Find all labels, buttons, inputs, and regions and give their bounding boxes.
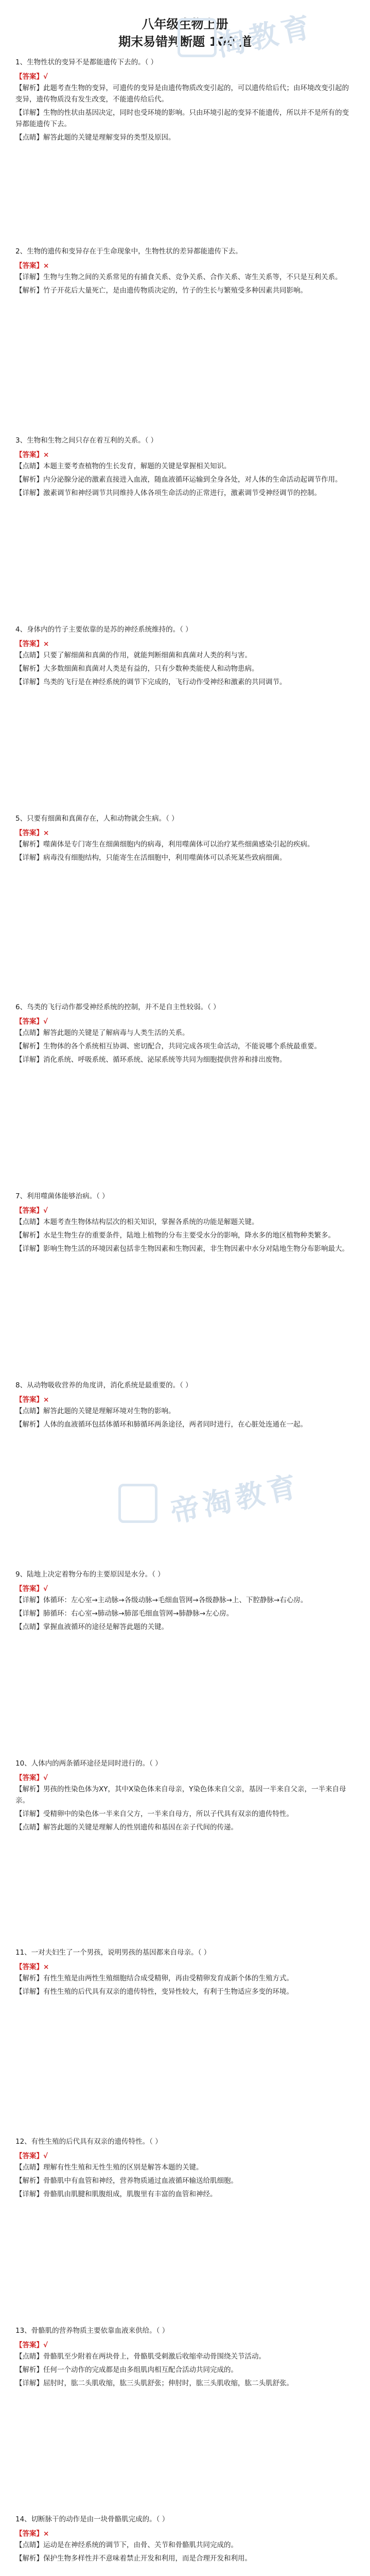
answer-value: √ [43,73,48,81]
answer-value: × [43,1396,49,1404]
answer-value: × [43,262,49,270]
question-item [15,813,355,866]
answer-value: √ [43,2152,48,2160]
answer-label: 【答案】 [15,262,43,270]
answer-label: 【答案】 [15,1774,43,1782]
analysis-text: 【点睛】掌握血液循环的途径是解答此题的关键。 [15,1623,168,1631]
analysis-text: 【点睛】理解有性生殖和无性生殖的区别是解答本题的关键。 [15,2163,203,2172]
answer-line [15,1016,355,1027]
question-text: 2、生物的遗传和变异存在于生命现象中，生物性状的差异都能遗传下去。 [15,247,242,256]
question-text: 11、一对夫妇生了一个男孩，说明男孩的基因都来自母亲。（ ） [15,1948,211,1957]
question-item [15,246,355,298]
analysis-text: 【解析】人体的血液循环包括体循环和肺循环两条途径，两者同时进行，在心脏处连通在一起。 [15,1420,307,1429]
analysis-text: 【解析】有性生殖是由两性生殖细胞结合成受精卵，再由受精卵发育成新个体的生殖方式。 [15,1974,293,1982]
question-text: 13、骨骼肌的营养物质主要依靠血液来供给。（ ） [15,2327,169,2335]
answer-line [15,449,355,461]
answer-value: × [43,829,49,837]
answer-label: 【答案】 [15,829,43,837]
analysis-text: 【点睛】解答此题的关键是了解病毒与人类生活的关系。 [15,1029,189,1037]
question-item [15,2136,355,2202]
question-text: 3、生物和生物之间只存在着互利的关系。（ ） [15,436,158,445]
answer-label: 【答案】 [15,640,43,648]
answer-line [15,71,355,82]
watermark-text: 帝淘教育 [167,1469,304,1530]
analysis-text: 【详解】消化系统、呼吸系统、循环系统、泌尿系统等共同为细胞提供营养和排出废物。 [15,1056,287,1064]
answer-label: 【答案】 [15,1018,43,1026]
document-title: 八年级生物上册 [142,17,228,31]
answer-label: 【答案】 [15,1585,43,1593]
answer-line [15,1961,355,1973]
analysis-text: 【解析】保护生物多样性并不意味着禁止开发和利用，而是合理开发和利用。 [15,2554,252,2563]
analysis-text: 【详解】骨骼肌由肌腱和肌腹组成，肌腹里有丰富的血管和神经。 [15,2190,217,2198]
analysis-text: 【点睛】解答此题的关键是理解变异的类型及原因。 [15,133,175,142]
question-text: 10、人体内的两条循环途径是同时进行的。（ ） [15,1759,162,1768]
question-item [15,1947,355,1999]
analysis-text: 【解析】此题考查生物的变异，可遗传的变异是由遗传物质改变引起的，可以遗传给后代；由环境改变引起的变异，遗传物质没有发生改变，不能遗传给后代。 [15,84,349,104]
answer-line [15,1394,355,1405]
answer-label: 【答案】 [15,1396,43,1404]
analysis-text: 【点睛】本题考查生物体结构层次的相关知识，掌握各系统的功能是解题关键。 [15,1218,259,1226]
question-text: 1、生物性状的变异不是都能遗传下去的。（ ） [15,58,158,66]
answer-label: 【答案】 [15,2341,43,2349]
answer-label: 【答案】 [15,2152,43,2160]
question-text: 8、从动物吸收营养的角度讲，消化系统是最重要的。（ ） [15,1381,192,1389]
analysis-text: 【解析】噬菌体是专门寄生在细菌细胞内的病毒，利用噬菌体可以治疗某些细菌感染引起的疾病。 [15,840,314,849]
analysis-text: 【详解】肺循环：右心室→肺动脉→肺部毛细血管网→肺静脉→左心房。 [15,1609,234,1618]
answer-line [15,260,355,272]
question-text: 4、身体内的竹子主要依靠的是苏的神经系统维持的。（ ） [15,625,192,634]
answer-line [15,1583,355,1595]
answer-value: × [43,2530,49,2538]
question-text: 5、只要有细菌和真菌存在，人和动物就会生病。（ ） [15,815,179,823]
answer-label: 【答案】 [15,2530,43,2538]
analysis-text: 【详解】病毒没有细胞结构，只能寄生在活细胞中，利用噬菌体可以杀死某些致病细菌。 [15,854,287,862]
answer-line [15,827,355,839]
analysis-text: 【点睛】运动是在神经系统的调节下，由骨、关节和骨骼肌共同完成的。 [15,2541,238,2549]
question-text: 12、有性生殖的后代具有双亲的遗传特性。（ ） [15,2138,162,2146]
answer-line [15,2150,355,2162]
answer-line [15,1772,355,1784]
analysis-text: 【解析】骨骼肌中有血管和神经，营养物质通过血液循环输送给肌细胞。 [15,2177,238,2185]
analysis-text: 【解析】男孩的性染色体为XY，其中X染色体来自母亲，Y染色体来自父亲，基因一半来自父亲，一半来自母亲。 [15,1785,346,1805]
analysis-text: 【解析】水是生物生存的重要条件，陆地上植物的分布主要受水分的影响，降水多的地区植物种类繁多。 [15,1231,335,1240]
analysis-text: 【详解】屈肘时，肱二头肌收缩，肱三头肌舒张；伸肘时，肱三头肌收缩，肱二头肌舒张。 [15,2379,293,2387]
analysis-text: 【解析】内分泌腺分泌的激素直接进入血液，随血液循环运输到全身各处，对人体的生命活动起调节作用。 [15,476,342,484]
question-item [15,1380,355,1432]
question-text: 7、利用噬菌体能够治病。（ ） [15,1192,109,1200]
analysis-text: 【解析】竹子开花后大量死亡，是由遗传物质决定的，竹子的生长与繁殖受多种因素共同影响。 [15,286,307,295]
question-text: 6、鸟类的飞行动作都受神经系统的控制，并不是自主性较弱。（ ） [15,1003,220,1011]
analysis-text: 【详解】激素调节和神经调节共同维持人体各项生命活动的正常进行，激素调节受神经调节的控制。 [15,489,321,497]
answer-label: 【答案】 [15,1963,43,1971]
analysis-text: 【解析】大多数细菌和真菌对人类是有益的，只有少数种类能使人和动物患病。 [15,665,259,673]
answer-value: × [43,640,49,648]
analysis-text: 【点睛】本题主要考查植物的生长发育，解题的关键是掌握相关知识。 [15,462,231,470]
watermark-logo-icon [118,1484,157,1523]
question-text: 14、切断脉干的动作是由一块骨骼肌完成的。（ ） [15,2515,169,2523]
answer-line [15,2528,355,2539]
analysis-text: 【详解】体循环：左心室→主动脉→各级动脉→毛细血管网→各级静脉→上、下腔静脉→右心房。 [15,1596,308,1604]
answer-line [15,1205,355,1216]
analysis-text: 【详解】生物的性状由基因决定，同时也受环境的影响。只由环境引起的变异不能遗传，所以并不是所有的变异都能遗传下去。 [15,109,349,128]
analysis-text: 【详解】有性生殖的后代具有双亲的遗传特性，变异性较大，有利于生物适应多变的环境。 [15,1988,293,1996]
question-text: 9、陆地上决定着物分布的主要原因是水分。（ ） [15,1570,165,1579]
answer-label: 【答案】 [15,1207,43,1215]
answer-label: 【答案】 [15,451,43,459]
analysis-text: 【详解】生物与生物之间的关系常见的有捕食关系、竞争关系、合作关系、寄生关系等，不只是互利关系。 [15,273,342,281]
question-item [15,1569,355,1635]
answer-line [15,2340,355,2351]
question-item [15,1002,355,1067]
analysis-text: 【点睛】骨骼肌至少附着在两块骨上，骨骼肌受刺激后收缩牵动骨围绕关节活动。 [15,2352,266,2361]
analysis-text: 【点睛】解答此题的关键是理解人的性别遗传和基因在亲子代间的传递。 [15,1823,238,1832]
document-subtitle: 期末易错判断题 100 道 [118,35,252,49]
analysis-text: 【详解】受精卵中的染色体一半来自父方，一半来自母方，所以子代具有双亲的遗传特性。 [15,1810,293,1818]
watermark-logo-icon [178,18,217,57]
watermark-text: 淘教育 [214,9,318,63]
question-item [15,57,355,145]
question-item [15,2325,355,2391]
answer-value: √ [43,1585,48,1593]
answer-label: 【答案】 [15,73,43,81]
answer-value: √ [43,1774,48,1782]
question-item [15,435,355,501]
analysis-text: 【详解】影响生物生活的环境因素包括非生物因素和生物因素，非生物因素中水分对陆地生物分布影响最大。 [15,1245,349,1253]
answer-line [15,638,355,650]
answer-value: √ [43,1207,48,1215]
question-item [15,2514,355,2566]
analysis-text: 【详解】鸟类的飞行是在神经系统的调节下完成的，飞行动作受神经和激素的共同调节。 [15,678,287,686]
answer-value: × [43,1963,49,1971]
answer-value: × [43,451,49,459]
question-item [15,1191,355,1257]
analysis-text: 【解析】生物体的各个系统相互协调、密切配合，共同完成各项生命活动，不能说哪个系统最重要。 [15,1042,321,1050]
analysis-text: 【点睛】只要了解细菌和真菌的作用，就能判断细菌和真菌对人类的利与害。 [15,651,252,659]
answer-value: √ [43,2341,48,2349]
analysis-text: 【点睛】解答此题的关键是理解环境对生物的影响。 [15,1407,175,1415]
answer-value: √ [43,1018,48,1026]
question-item [15,624,355,690]
question-item [15,1758,355,1835]
analysis-text: 【解析】任何一个动作的完成都是由多组肌肉相互配合活动共同完成的。 [15,2366,238,2374]
